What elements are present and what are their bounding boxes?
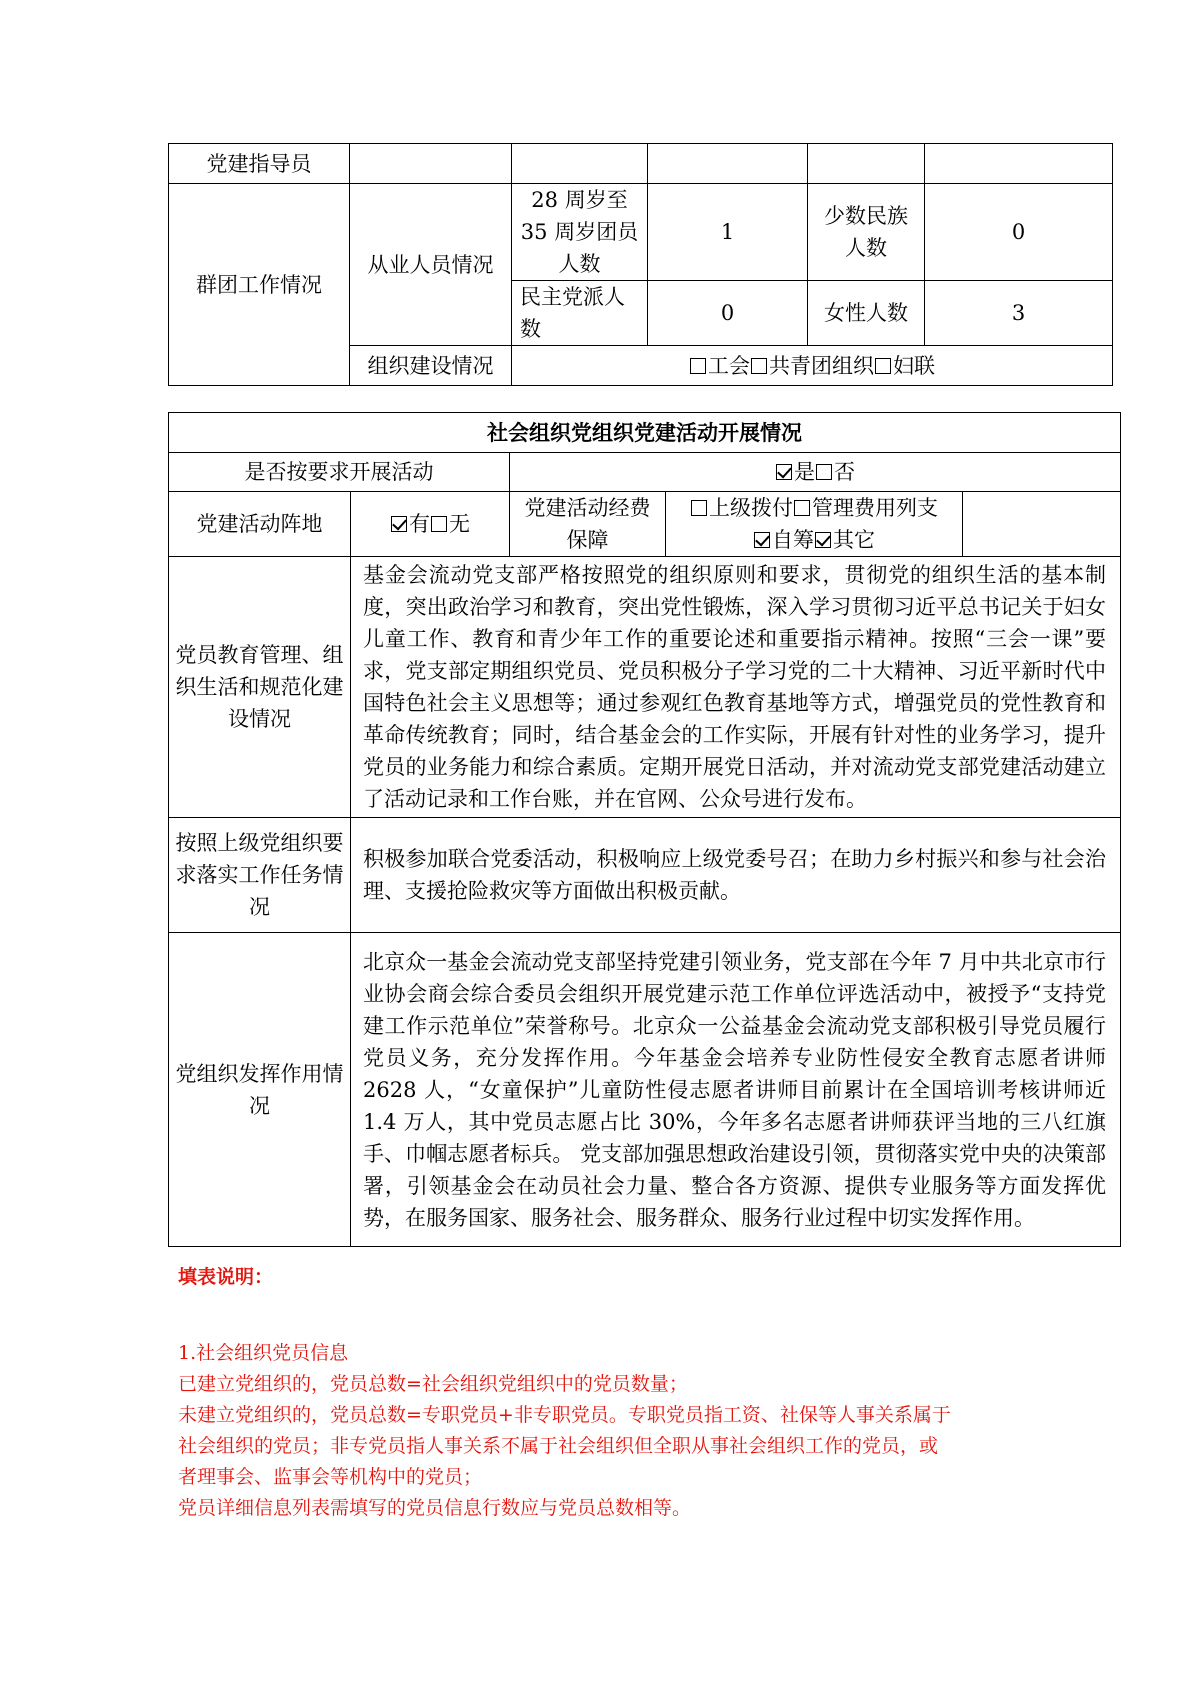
option-no: 否 [834,460,856,484]
minority-label: 少数民族人数 [808,184,925,281]
activity-label: 是否按要求开展活动 [169,453,510,492]
checkbox-yes[interactable] [776,464,792,480]
youth-value: 1 [648,184,808,281]
female-label: 女性人数 [808,281,925,346]
venue-options [351,492,510,557]
notes-line-6: 党员详细信息列表需填写的党员信息行数应与党员总数相等。 [178,1497,692,1519]
staff-label: 从业人员情况 [350,184,512,346]
notes-line-1: 1.社会组织党员信息 [178,1342,349,1364]
mass-work-label: 群团工作情况 [169,184,350,386]
education-label: 党员教育管理、组织生活和规范化建设情况 [169,557,351,818]
option-self-raised: 自筹 [772,528,814,552]
org-build-label: 组织建设情况 [350,346,512,386]
checkbox-union[interactable] [690,358,706,374]
option-women-federation: 妇联 [893,353,935,378]
checkbox-management-expense[interactable] [794,500,810,516]
instructor-cell-4[interactable] [808,144,925,184]
role-text: 北京众一基金会流动党支部坚持党建引领业务，党支部在今年 7 月中共北京市行业协会商会综合委员会组织开展党建示范工作单位评选活动中，被授予“支持党建工作示范单位”荣誉称号。北京众一公益基金会流动党支部积极引导党员履行党员义务，充分发挥作用。今年基金会培养专业防性侵安全教育志愿者讲师 2628 人，“女童保护”儿童防性侵志愿者讲师目前累计在全国培训考核讲师近 1.4 万人，其中党员志愿占比 30%，今年多名志愿者讲师获评当地的三八红旗手、巾帼志愿者标兵。 党支部加强思想政治建设引领，贯彻落实党中央的决策部署，引领基金会在动员社会力量、整合各方资源、提供专业服务等方面发挥优势，在服务国家、服务社会、服务群众、服务行业过程中切实发挥作用。 [351,933,1121,1247]
option-youth-league: 共青团组织 [769,353,874,378]
checkbox-self-raised[interactable] [754,532,770,548]
funding-options [666,492,963,557]
option-management-expense: 管理费用列支 [812,496,938,520]
notes-line-2: 已建立党组织的，党员总数=社会组织党组织中的党员数量； [178,1373,688,1395]
checkbox-superior-allocation[interactable] [691,500,707,516]
checkbox-no[interactable] [816,464,832,480]
education-text: 基金会流动党支部严格按照党的组织原则和要求，贯彻党的组织生活的基本制度，突出政治学习和教育，突出党性锻炼，深入学习贯彻习近平总书记关于妇女儿童工作、教育和青少年工作的重要论述和重要指示精神。按照“三会一课”要求，党支部定期组织党员、党员积极分子学习党的二十大精神、习近平新时代中国特色社会主义思想等；通过参观红色教育基地等方式，增强党员的党性教育和革命传统教育；同时，结合基金会的工作实际，开展有针对性的业务学习，提升党员的业务能力和综合素质。定期开展党日活动，并对流动党支部党建活动建立了活动记录和工作台账，并在官网、公众号进行发布。 [351,557,1121,818]
funding-label: 党建活动经费保障 [510,492,666,557]
instructor-cell-5[interactable] [925,144,1113,184]
notes-title: 填表说明： [178,1266,274,1288]
tasks-text: 积极参加联合党委活动，积极响应上级党委号召；在助力乡村振兴和参与社会治理、支援抢险救灾等方面做出积极贡献。 [351,818,1121,933]
checkbox-other[interactable] [815,532,831,548]
youth-label: 28 周岁至 35 周岁团员人数 [512,184,648,281]
democratic-label: 民主党派人数 [512,281,648,346]
notes-line-5: 者理事会、监事会等机构中的党员； [178,1466,483,1488]
option-yes: 是 [794,460,816,484]
option-have: 有 [409,512,430,536]
venue-label: 党建活动阵地 [169,492,351,557]
org-build-options [512,346,1113,386]
staff-info-table [168,143,1113,386]
instructor-label: 党建指导员 [169,144,350,184]
activity-table [168,412,1121,1247]
checkbox-women-federation[interactable] [875,358,891,374]
checkbox-have[interactable] [391,516,407,532]
option-superior-allocation: 上级拨付 [709,496,793,520]
checkbox-none[interactable] [431,516,447,532]
instructor-cell-2[interactable] [512,144,648,184]
instructor-cell-1[interactable] [350,144,512,184]
table-title: 社会组织党组织党建活动开展情况 [169,413,1121,453]
instructor-cell-3[interactable] [648,144,808,184]
tasks-label: 按照上级党组织要求落实工作任务情况 [169,818,351,933]
activity-options [510,453,1121,492]
role-label: 党组织发挥作用情况 [169,933,351,1247]
notes-line-3: 未建立党组织的，党员总数=专职党员+非专职党员。专职党员指工资、社保等人事关系属于 [178,1404,951,1426]
minority-value: 0 [925,184,1113,281]
checkbox-youth-league[interactable] [751,358,767,374]
female-value: 3 [925,281,1113,346]
option-other: 其它 [833,528,875,552]
option-union: 工会 [708,353,750,378]
option-none: 无 [449,512,470,536]
notes-line-4: 社会组织的党员；非专党员指人事关系不属于社会组织但全职从事社会组织工作的党员，或 [178,1435,939,1457]
democratic-value: 0 [648,281,808,346]
funding-blank-cell[interactable] [963,492,1121,557]
